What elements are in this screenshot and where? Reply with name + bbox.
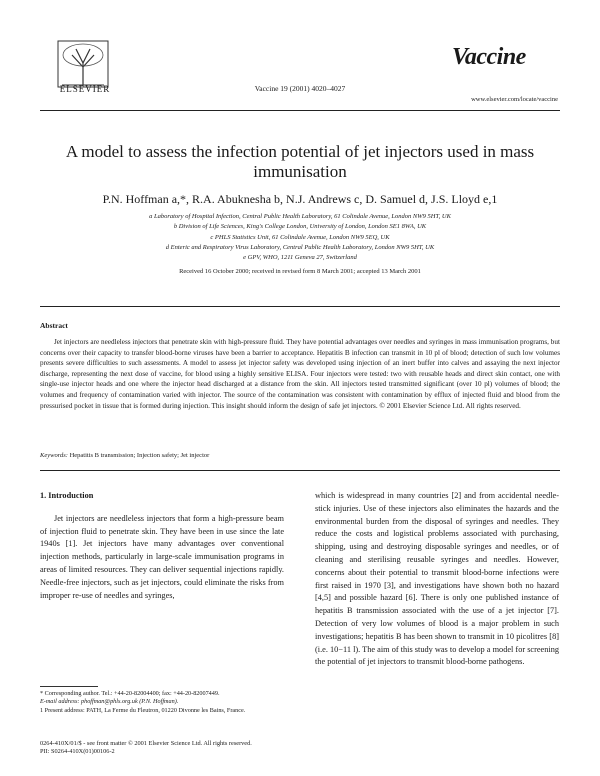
- footnote-rule: [40, 686, 98, 687]
- intro-paragraph-right: which is widespread in many countries [2] and from accidental needle-stick injuries. Use of these injectors also eliminates the hazards and the environmental burden from the disposal of syringes and needles. They reduce the costs and logistical problems associated with purchasing, shipping, using and destroying disposable syringes and needles, or of cleaning and sterilising reusable syringes and needles. However, concerns about their potential to transmit blood-borne infections were first raised in 1970 [3], and investigations have shown both no hazard [4,5] and possible hazard [6]. There is only one published instance of hepatitis B transmission associated with the use of a jet injector [7]. Detection of very low volumes of blood is a major problem in such investigations; hepatitis B has been shown to transmit in 10 picolitres [8] (i.e. 10−11 l). The aim of this study was to develop a model for screening the potential of jet injectors to transmit blood-borne pathogens.: [315, 491, 559, 667]
- abstract-heading: Abstract: [40, 321, 68, 330]
- affiliation-d: d Enteric and Respiratory Virus Laboratory, Central Public Health Laboratory, London NW9 5HT, UK: [165, 243, 435, 251]
- abstract-bottom-rule: [40, 470, 560, 471]
- section-heading: 1. Introduction: [40, 491, 94, 500]
- affiliation-e: e GPV, WHO, 1211 Geneva 27, Switzerland: [243, 254, 357, 262]
- keywords-line: [40, 452, 209, 459]
- article-title: A model to assess the infection potential of jet injectors used in mass immunisation: [65, 142, 535, 181]
- affiliation-b: b Division of Life Sciences, King's College London, University of London, London SE1 8WA, UK: [173, 223, 427, 231]
- received-dates: Received 16 October 2000; received in revised form 8 March 2001; accepted 13 March 2001: [179, 268, 421, 275]
- keywords-text: Hepatitis B transmission; Injection safety; Jet injector: [69, 452, 210, 459]
- column-left: [40, 490, 284, 602]
- header-rule: [40, 110, 560, 111]
- issn-line: 0264-410X/01/$ - see front matter © 2001 Elsevier Science Ltd. All rights reserved.: [40, 740, 252, 747]
- footnote-present-address: 1 Present address: PATH, La Ferme du Fleutron, 01220 Divonne les Bains, France.: [40, 706, 246, 714]
- abstract-body: [40, 337, 560, 411]
- affiliation-a: a Laboratory of Hospital Infection, Central Public Health Laboratory, 61 Colindale Avenue, London NW9 5HT, UK: [149, 213, 451, 220]
- author-list: P.N. Hoffman a,*, R.A. Abuknesha b, N.J. Andrews c, D. Samuel d, J.S. Lloyd e,1: [102, 192, 498, 206]
- footnotes: [40, 690, 284, 715]
- affiliations: [40, 212, 560, 263]
- keywords-label: Keywords:: [40, 452, 68, 459]
- column-right: [315, 490, 559, 669]
- pii-line: PII: S0264-410X(01)00106-2: [40, 748, 115, 756]
- journal-logo: Vaccine: [452, 44, 526, 70]
- abstract-text: Jet injectors are needleless injectors that penetrate skin with high-pressure fluid. They have potential advantages over needles and syringes in mass immunisation programs, but concerns over their capacity to transfer blood-borne viruses have been a barrier to acceptance. Hepatitis B infection can transmit in 10 pl of blood; detection of such low volumes presents severe difficulties to such assessments. A model to assess jet injector safety was developed using injection of an inert buffer into calves and assaying the next injector discharge, representing the next dose of vaccine, for blood using a highly sensitive ELISA. Four injectors were tested: two with reusable heads and direct skin contact, one with single-use injector heads and one where the injector head discharged at a distance from the skin. All injectors tested transmitted significant (over 10 pl) volumes of blood; the volumes and frequency of contamination varied with injector. The source of the contamination was consistent with contamination by efflux of injected fluid and blood from the pressurised pocket in tissue that is formed during injection. This insight should inform the design of safe jet injectors. © 2001 Elsevier Science Ltd. All rights reserved.: [40, 338, 560, 410]
- abstract-top-rule: [40, 306, 560, 307]
- footnote-corresponding: * Corresponding author. Tel.: +44-20-82004400; fax: +44-20-82007449.: [40, 690, 220, 697]
- footnote-email: E-mail address: phoffman@phls.org.uk (P.N. Hoffman).: [40, 698, 179, 706]
- affiliation-c: c PHLS Statistics Unit, 61 Colindale Avenue, London NW9 5EQ, UK: [210, 233, 390, 241]
- intro-paragraph-left: Jet injectors are needleless injectors that form a high-pressure beam of injection fluid to penetrate skin. They have been in use since the late 1940s [1]. Jet injectors have many advantages over conventional injection methods, particularly in large-scale immunisation programs in areas of limited resources. They can deliver sequential injections rapidly. Needle-free injectors, such as jet injectors, could eliminate the risks from improper re-use of needles and syringes,: [40, 513, 284, 600]
- issn-block: [40, 740, 560, 757]
- journal-reference: Vaccine 19 (2001) 4020–4027: [254, 84, 346, 93]
- journal-url[interactable]: www.elsevier.com/locate/vaccine: [471, 96, 558, 103]
- publisher-name: ELSEVIER: [59, 84, 111, 94]
